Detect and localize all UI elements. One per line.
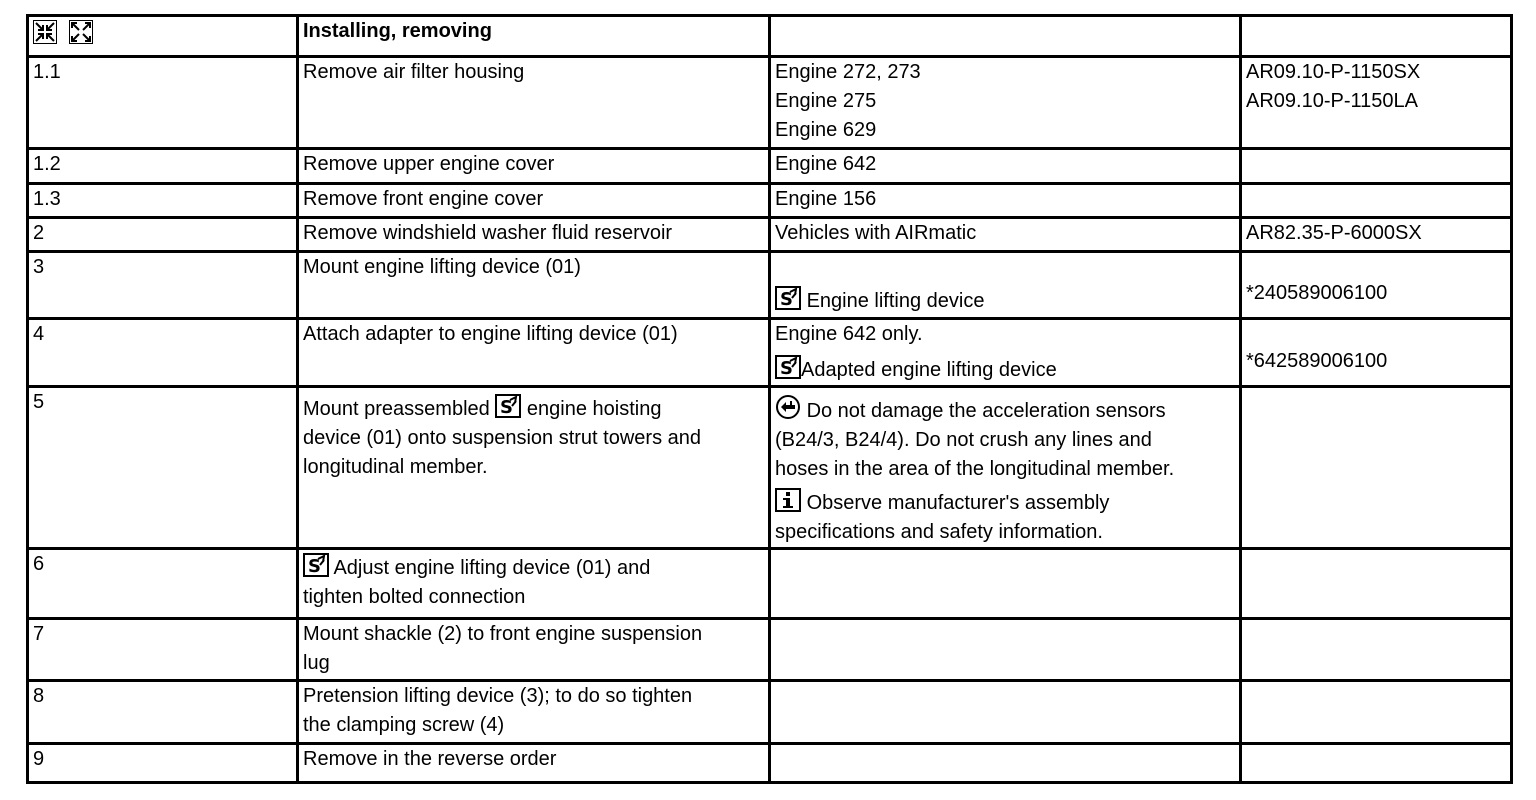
info-line: Observe manufacturer's assembly	[775, 488, 1235, 518]
condition-line: Engine 275	[775, 90, 877, 112]
step-condition: Vehicles with AIRmatic	[770, 218, 1241, 252]
svg-text:S: S	[780, 358, 793, 379]
step-reference	[1241, 319, 1512, 387]
step-condition	[770, 387, 1241, 549]
table-row	[28, 387, 1512, 549]
collapse-arrows-icon[interactable]	[33, 20, 57, 53]
step-condition: Engine 156	[770, 184, 1241, 218]
step-number: 5	[28, 387, 298, 549]
step-action: Attach adapter to engine lifting device (01)	[298, 319, 770, 387]
step-number: 1.3	[28, 184, 298, 218]
procedure-table	[26, 14, 1513, 784]
step-number: 2	[28, 218, 298, 252]
svg-text:S: S	[308, 556, 321, 577]
step-action: Mount engine lifting device (01)	[298, 252, 770, 319]
step-reference	[1241, 149, 1512, 184]
step-number: 6	[28, 549, 298, 619]
step-condition	[770, 549, 1241, 619]
step-number: 1.2	[28, 149, 298, 184]
action-line: Mount preassembled S engine hoisting	[303, 394, 764, 424]
step-reference	[1241, 549, 1512, 619]
special-tool-icon[interactable]	[775, 355, 801, 379]
action-line: Mount shackle (2) to front engine suspension	[303, 623, 703, 645]
step-action	[298, 681, 770, 744]
info-line: specifications and safety information.	[775, 521, 1103, 543]
tool-line	[775, 286, 1235, 316]
step-action: Remove upper engine cover	[298, 149, 770, 184]
action-line: device (01) onto suspension strut towers and	[303, 427, 701, 449]
action-line: lug	[303, 652, 330, 674]
action-line: Pretension lifting device (3); to do so tighten	[303, 685, 693, 707]
action-line: tighten bolted connection	[303, 586, 526, 608]
caution-line: Do not damage the acceleration sensors	[775, 394, 1235, 426]
step-reference	[1241, 252, 1512, 319]
action-line: the clamping screw (4)	[303, 714, 505, 736]
step-number: 9	[28, 744, 298, 783]
condition-line: Engine 272, 273	[775, 61, 921, 83]
step-number: 7	[28, 619, 298, 681]
step-number: 4	[28, 319, 298, 387]
step-action: Remove front engine cover	[298, 184, 770, 218]
step-action: Remove air filter housing	[298, 57, 770, 149]
header-icons-cell	[28, 16, 298, 57]
table-row	[28, 149, 1512, 184]
tool-number[interactable]: *240589006100	[1246, 282, 1388, 304]
step-number: 1.1	[28, 57, 298, 149]
step-action: Remove windshield washer fluid reservoir	[298, 218, 770, 252]
step-number: 3	[28, 252, 298, 319]
special-tool-icon[interactable]	[495, 394, 521, 418]
step-action: Remove in the reverse order	[298, 744, 770, 783]
table-row	[28, 549, 1512, 619]
svg-text:S: S	[500, 397, 514, 418]
table-row	[28, 57, 1512, 149]
action-line: longitudinal member.	[303, 456, 488, 478]
step-condition	[770, 619, 1241, 681]
step-reference	[1241, 387, 1512, 549]
header-ref-cell	[1241, 16, 1512, 57]
condition-line: Engine 629	[775, 119, 877, 141]
table-row	[28, 184, 1512, 218]
caution-line: hoses in the area of the longitudinal member.	[775, 458, 1175, 480]
step-condition	[770, 57, 1241, 149]
tool-line	[775, 355, 1235, 385]
header-title: Installing, removing	[298, 16, 770, 57]
step-condition	[770, 681, 1241, 744]
reference-link[interactable]: AR09.10-P-1150LA	[1246, 90, 1418, 112]
step-reference	[1241, 619, 1512, 681]
table-row	[28, 319, 1512, 387]
reference-link[interactable]: AR09.10-P-1150SX	[1246, 61, 1421, 83]
header-condition-cell	[770, 16, 1241, 57]
table-row	[28, 619, 1512, 681]
step-reference	[1241, 184, 1512, 218]
svg-text:S: S	[780, 289, 793, 310]
step-reference	[1241, 681, 1512, 744]
table-row	[28, 252, 1512, 319]
table-row	[28, 744, 1512, 783]
step-action	[298, 619, 770, 681]
tool-label: Engine lifting device	[806, 290, 985, 312]
info-icon	[775, 488, 801, 512]
table-header-row	[28, 16, 1512, 57]
table-row	[28, 681, 1512, 744]
step-action	[298, 387, 770, 549]
step-reference	[1241, 744, 1512, 783]
step-condition	[770, 744, 1241, 783]
step-number: 8	[28, 681, 298, 744]
table-row	[28, 218, 1512, 252]
special-tool-icon[interactable]	[775, 286, 801, 310]
step-reference	[1241, 57, 1512, 149]
expand-arrows-icon[interactable]	[69, 20, 93, 53]
caution-line: (B24/3, B24/4). Do not crush any lines and	[775, 429, 1152, 451]
action-line: S Adjust engine lifting device (01) and	[303, 553, 764, 583]
caution-icon	[775, 394, 801, 420]
special-tool-icon[interactable]	[303, 553, 329, 577]
step-condition	[770, 252, 1241, 319]
step-action	[298, 549, 770, 619]
tool-label: Adapted engine lifting device	[801, 359, 1057, 381]
tool-number[interactable]: *642589006100	[1246, 350, 1388, 372]
step-reference[interactable]: AR82.35-P-6000SX	[1241, 218, 1512, 252]
step-condition: Engine 642	[770, 149, 1241, 184]
condition-line: Engine 642 only.	[775, 323, 923, 345]
step-condition	[770, 319, 1241, 387]
